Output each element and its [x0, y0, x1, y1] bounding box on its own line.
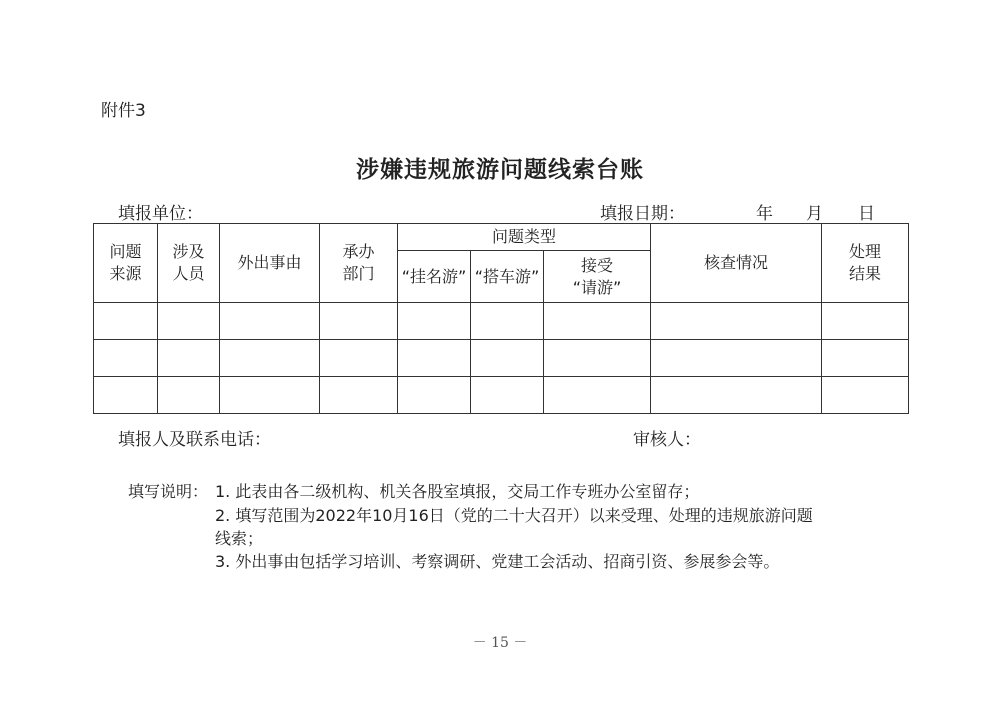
table-cell — [320, 340, 398, 377]
attachment-label: 附件3 — [101, 101, 146, 121]
table-cell — [158, 340, 220, 377]
ledger-table — [93, 223, 909, 414]
table-cell — [220, 377, 320, 414]
page-number: － 15 － — [472, 635, 528, 651]
date-day-label: 日 — [858, 204, 875, 224]
report-unit-label: 填报单位： — [118, 204, 203, 224]
table-cell — [94, 303, 158, 340]
table-cell — [651, 377, 822, 414]
table-cell — [471, 303, 544, 340]
header-verification: 核查情况 — [651, 224, 822, 303]
reviewer-label: 审核人： — [633, 430, 701, 450]
table-cell — [158, 377, 220, 414]
table-cell — [220, 303, 320, 340]
table-cell — [94, 340, 158, 377]
table-cell — [320, 303, 398, 340]
table-cell — [822, 377, 909, 414]
note-item-2-continued: 线索； — [215, 529, 264, 548]
date-month-label: 月 — [806, 204, 823, 224]
table-cell — [158, 303, 220, 340]
header-department: 承办 部门 — [320, 224, 398, 303]
table-cell — [398, 303, 471, 340]
header-result: 处理 结果 — [822, 224, 909, 303]
table-row — [94, 377, 909, 414]
table-cell — [471, 377, 544, 414]
notes-label: 填写说明： — [128, 482, 209, 501]
table-cell — [320, 377, 398, 414]
table-row — [94, 303, 909, 340]
document-title: 涉嫌违规旅游问题线索台账 — [356, 156, 644, 183]
table-cell — [398, 377, 471, 414]
table-cell — [651, 303, 822, 340]
header-type-nominal-travel: “挂名游” — [398, 251, 471, 303]
header-reason: 外出事由 — [220, 224, 320, 303]
note-item-1: 1. 此表由各二级机构、机关各股室填报，交局工作专班办公室留存； — [215, 482, 700, 501]
table-row — [94, 340, 909, 377]
header-type-ride-along-travel: “搭车游” — [471, 251, 544, 303]
table-cell — [220, 340, 320, 377]
header-persons: 涉及 人员 — [158, 224, 220, 303]
header-source: 问题 来源 — [94, 224, 158, 303]
note-item-3: 3. 外出事由包括学习培训、考察调研、党建工会活动、招商引资、参展参会等。 — [215, 552, 780, 571]
table-cell — [544, 377, 651, 414]
table-cell — [651, 340, 822, 377]
header-issue-type: 问题类型 — [398, 224, 651, 251]
table-cell — [544, 340, 651, 377]
table-cell — [94, 377, 158, 414]
header-type-invited-travel: 接受 “请游” — [544, 251, 651, 303]
note-item-2: 2. 填写范围为2022年10月16日（党的二十大召开）以来受理、处理的违规旅游问题 — [215, 506, 813, 525]
table-cell — [544, 303, 651, 340]
filler-contact-label: 填报人及联系电话： — [118, 430, 271, 450]
report-date-label: 填报日期： — [600, 204, 685, 224]
date-year-label: 年 — [756, 204, 773, 224]
table-cell — [822, 303, 909, 340]
table-cell — [822, 340, 909, 377]
table-cell — [398, 340, 471, 377]
table-cell — [471, 340, 544, 377]
